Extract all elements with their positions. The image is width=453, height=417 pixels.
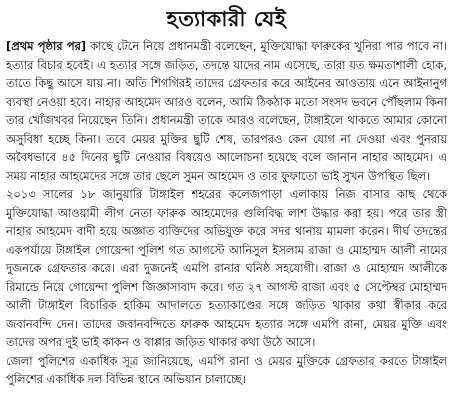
article-paragraph-1 bbox=[6, 37, 447, 185]
paragraph-1-text: কাছে টেনে নিয়ে প্রধানমন্ত্রী বলেছেন, মুক্তিযোদ্ধা ফারুকের খুনিরা পার পাবে না। হত্যার বিচার হবেই। এ হত্যার সঙ্গে জড়িত, তদন্তে যাদের নাম এসেছে, তারা যত ক্ষমতাশালী হোক, তাতে কিছু আসে যায় না। অতি শিগগিরই তাদের গ্রেফতার করে আইনের আওতায় এনে আইনানুগ ব্যবস্থা নেওয়া হবে। নাহার আহমেদ আরও বলেন, আমি ঠিকঠাক মতো সংসদ ভবনে পৌঁছলাম কিনা তার খোঁজখবর নিয়েছেন তিনি। প্রধানমন্ত্রী তাকে আরও বলেছেন, টাঙ্গাইলে থাকতে আমার কোনো অসুবিধা হচ্ছে কিনা। তবে মেয়র মুক্তির ছুটি শেষ, তারপরও কেন যোগ না দেওয়া এবং পুনরায় অবৈধভাবে ৪৫ দিনের ছুটি নেওয়ার বিষয়েও আলোচনা হয়েছে বলে জানান নাহার আহমেদ। এ সময় নাহার আহমেদের সঙ্গে তার ছেলে সুমন আহমেদ ও তার ফুফাতো ভাই সুখন উপস্থিত ছিল। bbox=[6, 39, 447, 183]
article-paragraph-2: ২০১৩ সালের ১৮ জানুয়ারি টাঙ্গাইল শহরের কলেজপাড়া এলাকায় নিজ বাসার কাছ থেকে মুক্তিযোদ্ধা আওয়ামী লীগ নেতা ফারুক আহমেদের গুলিবিদ্ধ লাশ উদ্ধার করা হয়। পরে তার স্ত্রী নাহার আহমেদ বাদী হয়ে অজ্ঞাত ব্যক্তিদের অভিযুক্ত করে সদর থানায় মামলা করেন। দীর্ঘ তদন্তের একপর্যায়ে টাঙ্গাইল গোয়েন্দা পুলিশ গত আগস্টে আনিসুল ইসলাম রাজা ও মোহাম্মদ আলী নামের দুজনকে গ্রেফতার করে। এরা দুজনেই এমপি রানার ঘনিষ্ঠ সহযোগী। রাজা ও মোহাম্মদ আলীকে রিমান্ডে নিয়ে গোয়েন্দা পুলিশ জিজ্ঞাসাবাদ করে। গত ২৭ আগস্ট রাজা এবং ৫ সেপ্টেম্বর মোহাম্মদ আলী টাঙ্গাইল বিচারিক হাকিম আদালতে হত্যাকাণ্ডের সঙ্গে জড়িত থাকার কথা স্বীকার করে জবানবন্দি দেন। তাদের জবানবন্দিতে ফারুক আহমেদ হত্যার সঙ্গে এমপি রানা, মেয়র মুক্তি এবং তাদের অপর দুই ভাই কাকন ও বাপ্পার জড়িত থাকার কথা উঠে আসে। bbox=[6, 187, 447, 349]
article-paragraph-3: জেলা পুলিশের একাধিক সূত্র জানিয়েছে, এমপি রানা ও মেয়র মুক্তিকে গ্রেফতার করতে টাঙ্গাইল পুলিশের একাধিক দল বিভিন্ন স্থানে অভিযান চালাচ্ছে। bbox=[6, 353, 447, 386]
article-headline: হত্যাকারী যেই bbox=[166, 7, 287, 31]
continuation-prefix: [প্রথম পৃষ্ঠার পর] bbox=[6, 39, 87, 53]
article-body bbox=[6, 37, 447, 389]
